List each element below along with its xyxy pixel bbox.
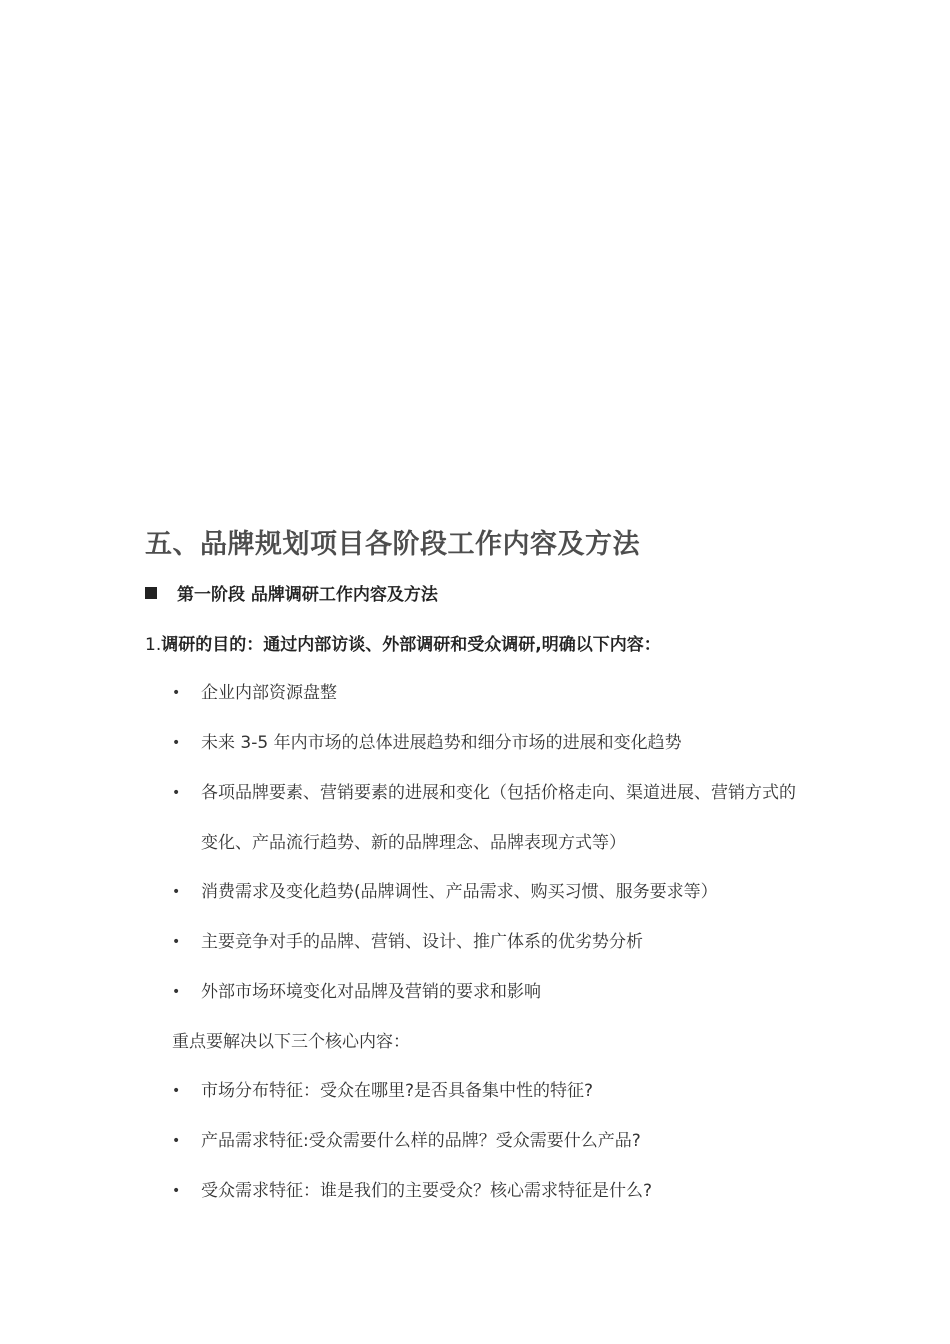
list-item xyxy=(172,768,812,868)
stage-heading-text: 第一阶段 品牌调研工作内容及方法 xyxy=(177,585,438,605)
list-item-text: 市场分布特征：受众在哪里?是否具备集中性的特征? xyxy=(201,1081,594,1101)
bullet-dot-icon: • xyxy=(172,735,181,751)
list-item-text: 未来 3-5 年内市场的总体进展趋势和细分市场的进展和变化趋势 xyxy=(201,733,682,753)
list-item xyxy=(172,867,812,917)
bullet-dot-icon: • xyxy=(172,785,181,801)
list-item-text: 企业内部资源盘整 xyxy=(201,683,337,703)
bullet-dot-icon: • xyxy=(172,685,181,701)
list-item xyxy=(172,718,812,768)
section-title: 五、品牌规划项目各阶段工作内容及方法 xyxy=(145,529,640,560)
core-intro: 重点要解决以下三个核心内容： xyxy=(172,1032,410,1052)
bullet-dot-icon: • xyxy=(172,984,181,1000)
bullet-dot-icon: • xyxy=(172,934,181,950)
bullet-dot-icon: • xyxy=(172,1133,181,1149)
square-bullet-icon xyxy=(145,587,157,599)
list-item xyxy=(172,967,812,1017)
bullet-dot-icon: • xyxy=(172,884,181,900)
list-item-text: 主要竞争对手的品牌、营销、设计、推广体系的优劣势分析 xyxy=(201,932,643,952)
list-item xyxy=(172,1066,812,1116)
list-item-text: 各项品牌要素、营销要素的进展和变化（包括价格走向、渠道进展、营销方式的变化、产品流行趋势、新的品牌理念、品牌表现方式等） xyxy=(201,783,796,853)
list-item-text: 受众需求特征：谁是我们的主要受众？核心需求特征是什么? xyxy=(201,1181,653,1201)
list-item-text: 消费需求及变化趋势(品牌调性、产品需求、购买习惯、服务要求等） xyxy=(201,882,718,902)
list-item xyxy=(172,1166,812,1216)
list-item xyxy=(172,917,812,967)
purpose-number: 1. xyxy=(145,635,162,655)
list-item-text: 产品需求特征:受众需要什么样的品牌？受众需要什么产品? xyxy=(201,1131,641,1151)
stage-heading xyxy=(145,580,438,605)
purpose-text: 调研的目的：通过内部访谈、外部调研和受众调研,明确以下内容： xyxy=(161,635,661,655)
bullet-dot-icon: • xyxy=(172,1083,181,1099)
list-item-text: 外部市场环境变化对品牌及营销的要求和影响 xyxy=(201,982,541,1002)
list-item xyxy=(172,668,812,718)
list-item xyxy=(172,1116,812,1166)
bullet-dot-icon: • xyxy=(172,1183,181,1199)
purpose-line xyxy=(145,630,661,655)
